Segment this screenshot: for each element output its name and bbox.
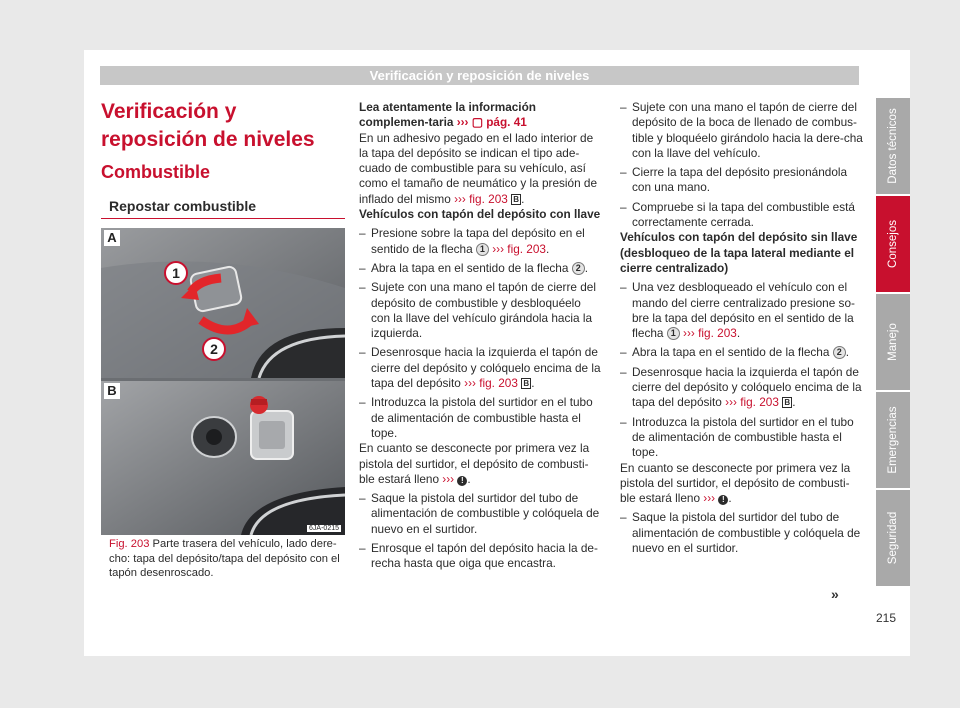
subsection-title: Repostar combustible (109, 198, 257, 214)
fig-ref-link[interactable]: fig. 203 (740, 395, 779, 410)
figure-caption (109, 537, 341, 581)
tab-datos-tecnicos[interactable]: Datos técnicos (876, 98, 910, 194)
continue-mark: » (831, 586, 839, 602)
list-item: – Sujete con una mano el tapón de cierre del depósito de la boca de llenado de combus-tible y bloquéelo girándolo hacia la dere-cha con la llave del vehículo. (620, 100, 863, 160)
section-title: Combustible (101, 162, 211, 182)
list-item: – Enrosque el tapón del depósito hacia la de-recha hasta que oiga que encastra. (359, 541, 598, 571)
list-item: – Abra la tapa en el sentido de la flecha 2 . (359, 260, 588, 275)
header-bar: Verificación y reposición de niveles (100, 66, 859, 85)
fig-ref-link[interactable]: fig. 203 (479, 376, 518, 391)
warning-icon: ! (457, 476, 467, 486)
full-tank-paragraph: En cuanto se desconecte por primera vez la pistola del surtidor, el depósito de combusti-ble estará lleno ››› ! . (359, 441, 590, 486)
list-item: – Saque la pistola del surtidor del tubo de alimentación de combustible y colóquela de nuevo en el surtidor. (359, 491, 600, 536)
callout-2: 2 (210, 341, 218, 357)
with-key-heading: Vehículos con tapón del depósito con llave (359, 207, 601, 222)
tab-manejo[interactable]: Manejo (876, 294, 910, 390)
column-middle (359, 100, 603, 572)
fuel-door-closed-illustration (101, 228, 345, 378)
panel-b-ref: B (511, 194, 521, 205)
list-item: – Desenrosque hacia la izquierda el tapón de cierre del depósito y colóquelo encima de la tapa del depósito ››› fig. 203 B . (620, 364, 862, 410)
page-ref-link[interactable]: pág. 41 (486, 115, 527, 130)
figure-panel-a (101, 228, 345, 378)
list-item: – Desenrosque hacia la izquierda el tapón de cierre del depósito y colóquelo encima de la tapa del depósito ››› fig. 203 B . (359, 345, 601, 391)
chapter-title: Verificación y reposición de niveles (101, 100, 315, 151)
callout-ref-1: 1 (476, 243, 489, 256)
info-book-icon: ▢ (471, 115, 483, 130)
page-number: 215 (876, 611, 897, 625)
complementary-info-note: Lea atentamente la información complemen-taria ››› ▢ pág. 41 (359, 100, 536, 130)
list-item: – Presione sobre la tapa del depósito en el sentido de la flecha 1 ››› fig. 203. (359, 226, 585, 256)
arrows-link[interactable]: ››› (456, 115, 469, 130)
without-key-heading: Vehículos con tapón del depósito sin llave (desbloqueo de la tapa lateral mediante el cierre centralizado) (620, 230, 858, 275)
panel-a-label: A (104, 230, 120, 246)
list-item: – Sujete con una mano el tapón de cierre del depósito de combustible y desbloquéelo con la llave del vehículo girándola hacia la izquierda. (359, 280, 596, 341)
subsection-rule (101, 218, 345, 219)
list-item: – Abra la tapa en el sentido de la flecha 2 . (620, 345, 849, 360)
panel-b-label: B (104, 383, 120, 399)
figure-panel-b (101, 381, 345, 535)
caption-figure-number: Fig. 203 (109, 538, 150, 550)
tab-seguridad[interactable]: Seguridad (876, 490, 910, 586)
tab-consejos[interactable]: Consejos (876, 196, 910, 292)
list-item: – Saque la pistola del surtidor del tubo de alimentación de combustible y colóquela de nuevo en el surtidor. (620, 510, 861, 556)
figure-code: 6JA-0215 (309, 525, 339, 532)
callout-ref-2: 2 (572, 262, 585, 275)
figure-203 (101, 228, 345, 535)
list-item: – Una vez desbloqueado el vehículo con el mando del cierre centralizado presione so-bre la tapa del depósito en el sentido de la flecha 1 ››› fig. 203. (620, 280, 855, 341)
list-item: – Cierre la tapa del depósito presionándola con una mano. (620, 165, 848, 195)
column-right (620, 100, 864, 556)
list-item: – Compruebe si la tapa del combustible está correctamente cerrada. (620, 199, 855, 230)
list-item: – Introduzca la pistola del surtidor en el tubo de alimentación de combustible hasta el tope. (359, 395, 593, 440)
tab-emergencias[interactable]: Emergencias (876, 392, 910, 488)
fig-ref-link[interactable]: fig. 203 (507, 241, 546, 256)
fig-ref-link[interactable]: fig. 203 (698, 326, 737, 341)
caption-text: Parte trasera del vehículo, lado dere-cho: tapa del depósito/tapa del depósito con el tapón desenroscado. (109, 538, 340, 579)
callout-1: 1 (172, 265, 180, 281)
fig-ref-link[interactable]: fig. 203 (469, 191, 508, 206)
full-tank-paragraph: En cuanto se desconecte por primera vez la pistola del surtidor, el depósito de combusti-ble estará lleno ››› ! . (620, 460, 851, 506)
sticker-paragraph: En un adhesivo pegado en el lado interior de la tapa del depósito se indican el tipo ade-cuado de combustible para su vehículo, así como el tamaño de neumático y la presión de inflado del mismo ››› fig. 203 B . (359, 130, 598, 206)
list-item: – Introduzca la pistola del surtidor en el tubo de alimentación de combustible hasta el tope. (620, 414, 854, 460)
warning-icon: ! (718, 495, 728, 505)
fuel-door-open-illustration (101, 381, 345, 535)
